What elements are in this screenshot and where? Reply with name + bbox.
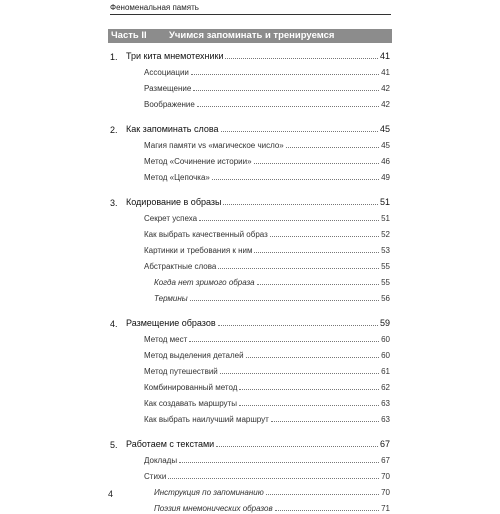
- entry-page-number: 63: [381, 399, 390, 408]
- toc-chapter: [108, 312, 392, 425]
- entry-page-number: 67: [381, 456, 390, 465]
- chapter-title: Как запоминать слова: [126, 124, 219, 134]
- dot-leader: [239, 404, 379, 406]
- toc-section-entry[interactable]: [108, 466, 392, 482]
- table-of-contents: [108, 45, 392, 514]
- chapter-number: 3.: [110, 198, 118, 208]
- dot-leader: [168, 477, 379, 479]
- toc-section-entry[interactable]: [108, 135, 392, 151]
- chapter-title: Кодирование в образы: [126, 197, 222, 207]
- entry-page-number: 70: [381, 472, 390, 481]
- toc-subsection-entry[interactable]: [108, 482, 392, 498]
- dot-leader: [179, 461, 379, 463]
- dot-leader: [220, 372, 379, 374]
- toc-chapter-entry[interactable]: [108, 312, 392, 329]
- dot-leader: [193, 89, 379, 91]
- entry-title: Когда нет зримого образа: [126, 278, 255, 288]
- chapter-page-number: 51: [379, 197, 390, 207]
- entry-title: Как выбрать качественный образ: [126, 230, 268, 240]
- chapter-gap: [108, 425, 392, 433]
- toc-chapter: [108, 45, 392, 110]
- dot-leader: [212, 178, 379, 180]
- toc-section-entry[interactable]: [108, 62, 392, 78]
- entry-title: Размещение: [126, 84, 191, 94]
- dot-leader: [223, 203, 378, 205]
- entry-page-number: 55: [381, 278, 390, 287]
- entry-page-number: 55: [381, 262, 390, 271]
- entry-title: Картинки и требования к ним: [126, 246, 252, 256]
- toc-subsection-entry[interactable]: [108, 288, 392, 304]
- toc-section-entry[interactable]: [108, 208, 392, 224]
- entry-title: Доклады: [126, 456, 177, 466]
- entry-title: Комбинированный метод: [126, 383, 237, 393]
- dot-leader: [218, 324, 378, 326]
- toc-section-entry[interactable]: [108, 224, 392, 240]
- toc-section-entry[interactable]: [108, 409, 392, 425]
- chapter-number: 4.: [110, 319, 118, 329]
- dot-leader: [191, 73, 379, 75]
- toc-section-entry[interactable]: [108, 377, 392, 393]
- dot-leader: [266, 493, 379, 495]
- dot-leader: [190, 299, 379, 301]
- dot-leader: [275, 509, 379, 511]
- entry-page-number: 42: [381, 100, 390, 109]
- toc-section-entry[interactable]: [108, 240, 392, 256]
- entry-title: Воображение: [126, 100, 195, 110]
- chapter-number: 2.: [110, 125, 118, 135]
- dot-leader: [286, 146, 379, 148]
- entry-title: Как создавать маршруты: [126, 399, 237, 409]
- toc-section-entry[interactable]: [108, 329, 392, 345]
- toc-section-entry[interactable]: [108, 151, 392, 167]
- entry-page-number: 53: [381, 246, 390, 255]
- entry-title: Поэзия мнемонических образов: [126, 504, 273, 514]
- entry-page-number: 45: [381, 141, 390, 150]
- dot-leader: [257, 283, 380, 285]
- entry-page-number: 42: [381, 84, 390, 93]
- toc-section-entry[interactable]: [108, 345, 392, 361]
- entry-title: Метод путешествий: [126, 367, 218, 377]
- toc-chapter: [108, 191, 392, 304]
- toc-subsection-entry[interactable]: [108, 498, 392, 514]
- toc-chapter: [108, 118, 392, 183]
- entry-title: Метод мест: [126, 335, 187, 345]
- entry-page-number: 60: [381, 351, 390, 360]
- part-heading-bar: [108, 29, 392, 43]
- toc-section-entry[interactable]: [108, 94, 392, 110]
- dot-leader: [270, 235, 379, 237]
- dot-leader: [197, 105, 379, 107]
- chapter-title: Размещение образов: [126, 318, 216, 328]
- dot-leader: [246, 356, 380, 358]
- entry-page-number: 56: [381, 294, 390, 303]
- entry-page-number: 60: [381, 335, 390, 344]
- toc-section-entry[interactable]: [108, 450, 392, 466]
- chapter-title: Работаем с текстами: [126, 439, 215, 449]
- dot-leader: [216, 445, 378, 447]
- dot-leader: [225, 57, 378, 59]
- chapter-page-number: 45: [379, 124, 390, 134]
- toc-chapter-entry[interactable]: [108, 118, 392, 135]
- entry-title: Секрет успеха: [126, 214, 197, 224]
- running-head: Феноменальная память: [110, 3, 199, 12]
- dot-leader: [254, 162, 380, 164]
- chapter-number: 5.: [110, 440, 118, 450]
- entry-page-number: 61: [381, 367, 390, 376]
- entry-page-number: 70: [381, 488, 390, 497]
- entry-title: Метод «Сочинение истории»: [126, 157, 252, 167]
- dot-leader: [199, 219, 379, 221]
- entry-page-number: 62: [381, 383, 390, 392]
- chapter-page-number: 41: [379, 51, 390, 61]
- dot-leader: [254, 251, 379, 253]
- chapter-gap: [108, 110, 392, 118]
- entry-title: Метод выделения деталей: [126, 351, 244, 361]
- entry-title: Стихи: [126, 472, 166, 482]
- chapter-number: 1.: [110, 52, 118, 62]
- chapter-gap: [108, 304, 392, 312]
- entry-page-number: 71: [381, 504, 390, 513]
- page-number: 4: [108, 489, 114, 499]
- entry-title: Абстрактные слова: [126, 262, 216, 272]
- entry-page-number: 41: [381, 68, 390, 77]
- chapter-page-number: 67: [379, 439, 390, 449]
- dot-leader: [239, 388, 379, 390]
- toc-chapter-entry[interactable]: [108, 433, 392, 450]
- chapter-page-number: 59: [379, 318, 390, 328]
- toc-subsection-entry[interactable]: [108, 272, 392, 288]
- entry-page-number: 49: [381, 173, 390, 182]
- entry-title: Ассоциации: [126, 68, 189, 78]
- entry-title: Как выбрать наилучший маршрут: [126, 415, 269, 425]
- toc-section-entry[interactable]: [108, 167, 392, 183]
- toc-section-entry[interactable]: [108, 393, 392, 409]
- entry-page-number: 63: [381, 415, 390, 424]
- toc-chapter: [108, 433, 392, 514]
- toc-chapter-entry[interactable]: [108, 191, 392, 208]
- dot-leader: [271, 420, 379, 422]
- entry-page-number: 52: [381, 230, 390, 239]
- dot-leader: [189, 340, 379, 342]
- toc-section-entry[interactable]: [108, 78, 392, 94]
- running-head-rule: [110, 14, 391, 15]
- part-number: Часть II: [111, 30, 147, 41]
- entry-title: Магия памяти vs «магическое число»: [126, 141, 284, 151]
- chapter-gap: [108, 183, 392, 191]
- part-title: Учимся запоминать и тренируемся: [169, 30, 335, 41]
- entry-page-number: 51: [381, 214, 390, 223]
- entry-title: Метод «Цепочка»: [126, 173, 210, 183]
- entry-title: Инструкция по запоминанию: [126, 488, 264, 498]
- entry-title: Термины: [126, 294, 188, 304]
- toc-section-entry[interactable]: [108, 256, 392, 272]
- dot-leader: [218, 267, 379, 269]
- dot-leader: [221, 130, 378, 132]
- entry-page-number: 46: [381, 157, 390, 166]
- toc-section-entry[interactable]: [108, 361, 392, 377]
- chapter-title: Три кита мнемотехники: [126, 51, 224, 61]
- toc-chapter-entry[interactable]: [108, 45, 392, 62]
